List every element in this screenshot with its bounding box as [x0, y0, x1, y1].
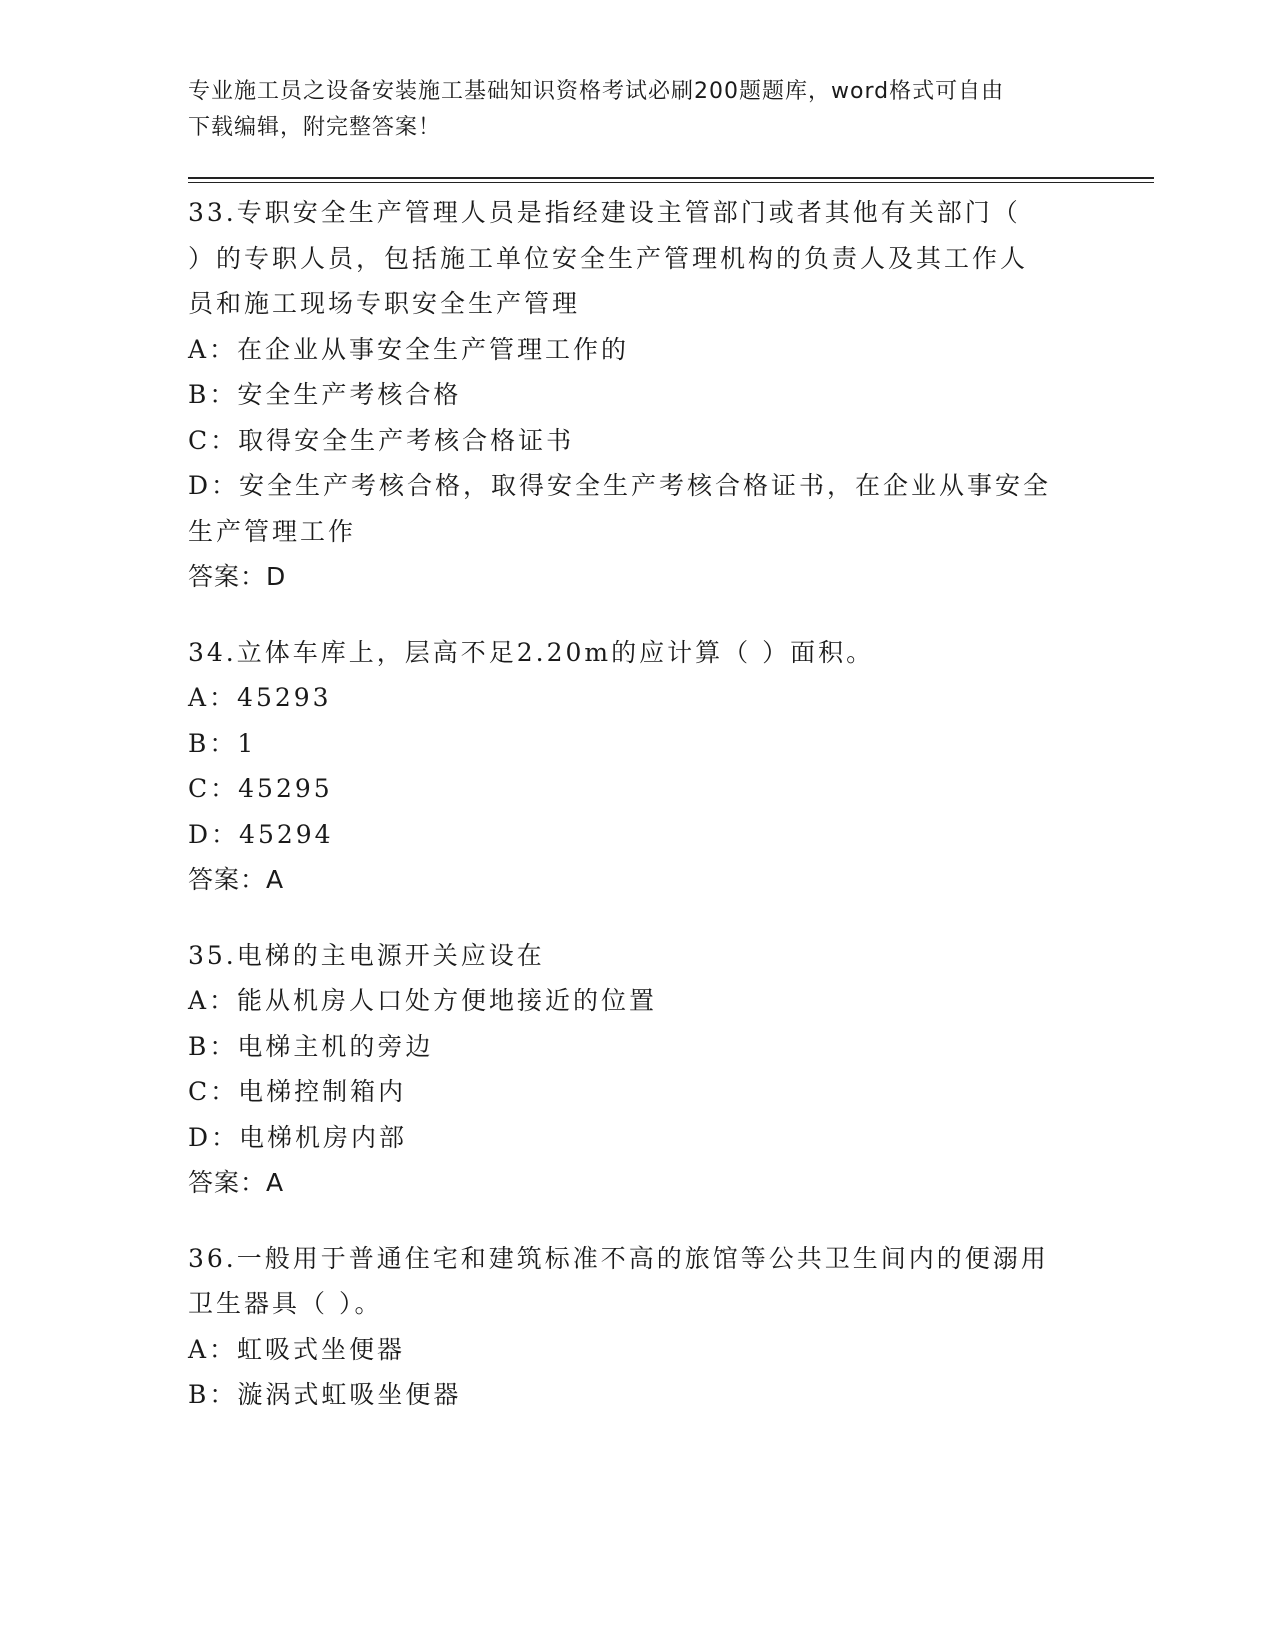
header-line-2: 下载编辑，附完整答案！	[188, 115, 442, 140]
question-stem-line: 36.一般用于普通住宅和建筑标准不高的旅馆等公共卫生间内的便溺用	[188, 1243, 1049, 1273]
document-header	[188, 74, 1068, 146]
option-d: D：安全生产考核合格，取得安全生产考核合格证书，在企业从事安全	[188, 471, 1052, 500]
question-list	[188, 190, 1068, 1448]
option-c: C：45295	[188, 774, 333, 803]
option-d: D：45294	[188, 819, 334, 849]
answer-text: 答案：D	[188, 562, 287, 591]
question-stem-line: ）的专职人员，包括施工单位安全生产管理机构的负责人及其工作人	[188, 243, 1029, 273]
question-33	[188, 190, 1068, 600]
question-stem-line: 员和施工现场专职安全生产管理	[188, 289, 581, 318]
option-d-continued: 生产管理工作	[188, 516, 357, 546]
option-c: C：取得安全生产考核合格证书	[188, 425, 575, 455]
option-b: B：安全生产考核合格	[188, 380, 462, 409]
option-b: B：1	[188, 728, 257, 758]
header-divider-top	[188, 177, 1154, 179]
option-b: B：漩涡式虹吸坐便器	[188, 1380, 462, 1409]
option-b: B：电梯主机的旁边	[188, 1031, 434, 1061]
option-c: C：电梯控制箱内	[188, 1077, 407, 1106]
question-34	[188, 630, 1068, 903]
question-stem-line: 35.电梯的主电源开关应设在	[188, 940, 545, 970]
option-d: D：电梯机房内部	[188, 1122, 408, 1152]
header-line-1: 专业施工员之设备安装施工基础知识资格考试必刷200题题库，word格式可自由	[188, 79, 1005, 104]
option-a: A：虹吸式坐便器	[188, 1334, 406, 1364]
option-a: A：在企业从事安全生产管理工作的	[188, 334, 630, 364]
question-stem-line: 33.专职安全生产管理人员是指经建设主管部门或者其他有关部门（	[188, 198, 1021, 227]
question-stem-line: 34.立体车库上，层高不足2.20m的应计算（ ）面积。	[188, 637, 875, 667]
question-stem-line: 卫生器具（ ）。	[188, 1289, 383, 1318]
option-a: A：45293	[188, 683, 332, 712]
answer-text: 答案：A	[188, 1168, 285, 1197]
header-divider-bottom	[188, 182, 1154, 183]
question-36	[188, 1236, 1068, 1418]
answer-text: 答案：A	[188, 865, 285, 894]
question-35	[188, 933, 1068, 1206]
option-a: A：能从机房人口处方便地接近的位置	[188, 986, 658, 1015]
